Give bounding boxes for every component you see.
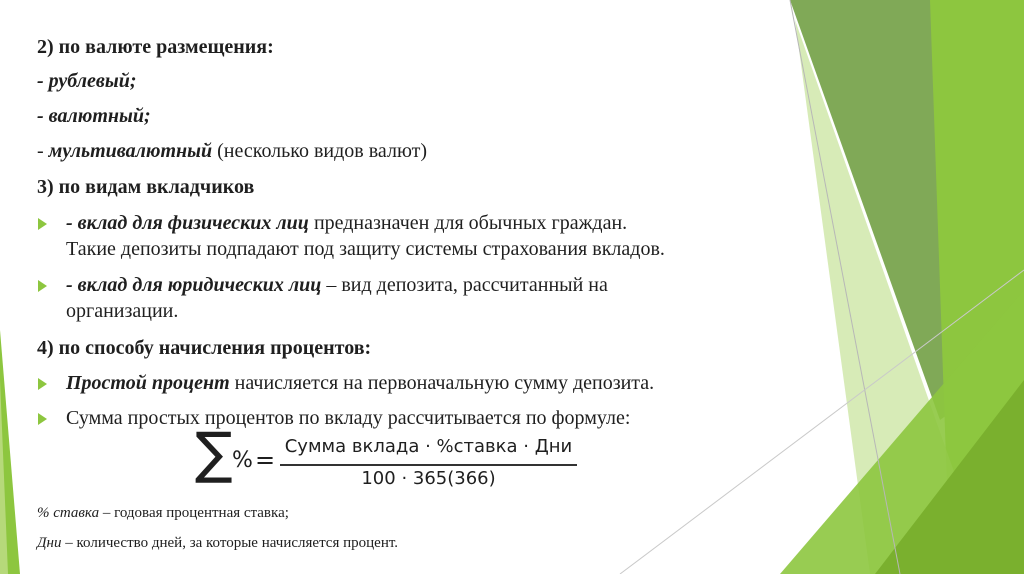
heading-interest: 4) по способу начисления процентов: <box>37 337 372 359</box>
interest-simple-rest: начисляется на первоначальную сумму депозита. <box>229 372 655 394</box>
sigma-symbol: ∑ <box>195 421 233 486</box>
depositor-individual-term: - вклад для физических лиц <box>66 212 309 234</box>
interest-simple <box>66 372 654 395</box>
currency-item-multi-rest: (несколько видов валют) <box>212 140 428 162</box>
bullet-arrow-icon <box>38 280 47 292</box>
note-rate-rest: – годовая процентная ставка; <box>99 505 289 521</box>
depositor-legal-term: - вклад для юридических лиц <box>66 274 322 296</box>
interest-simple-term: Простой процент <box>66 372 230 394</box>
bullet-arrow-icon <box>38 378 47 390</box>
currency-item-rub: - рублевый; <box>37 70 137 92</box>
formula-numerator: Сумма вклада · %ставка · Дни <box>284 436 573 457</box>
interest-formula-intro: Сумма простых процентов по вкладу рассчитывается по формуле: <box>66 407 631 429</box>
bullet-arrow-icon <box>38 218 47 230</box>
depositor-individual <box>66 212 627 235</box>
depositor-legal <box>66 274 608 297</box>
currency-item-fx: - валютный; <box>37 105 151 127</box>
bullet-arrow-icon <box>38 413 47 425</box>
currency-item-multi-prefix: - <box>37 140 49 162</box>
depositor-legal-line2: организации. <box>66 300 179 322</box>
currency-item-multi <box>37 140 427 163</box>
note-days <box>37 535 398 552</box>
depositor-legal-rest: – вид депозита, рассчитанный на <box>321 274 608 296</box>
formula-lhs: % <box>232 448 253 473</box>
formula-equals: = <box>255 446 276 474</box>
note-rate <box>37 505 289 522</box>
fraction-bar <box>280 464 577 466</box>
depositor-individual-rest: предназначен для обычных граждан. <box>308 212 628 234</box>
heading-depositors: 3) по видам вкладчиков <box>37 176 255 198</box>
currency-item-multi-term: мультивалютный <box>48 140 213 162</box>
note-rate-term: % ставка <box>37 505 100 521</box>
note-days-rest: – количество дней, за которые начисляется процент. <box>61 535 399 551</box>
depositor-individual-line2: Такие депозиты подпадают под защиту системы страхования вкладов. <box>66 238 665 260</box>
heading-currency: 2) по валюте размещения: <box>37 36 274 58</box>
interest-formula <box>195 421 595 494</box>
formula-denominator: 100 · 365(366) <box>361 468 496 489</box>
note-days-term: Дни <box>37 535 62 551</box>
